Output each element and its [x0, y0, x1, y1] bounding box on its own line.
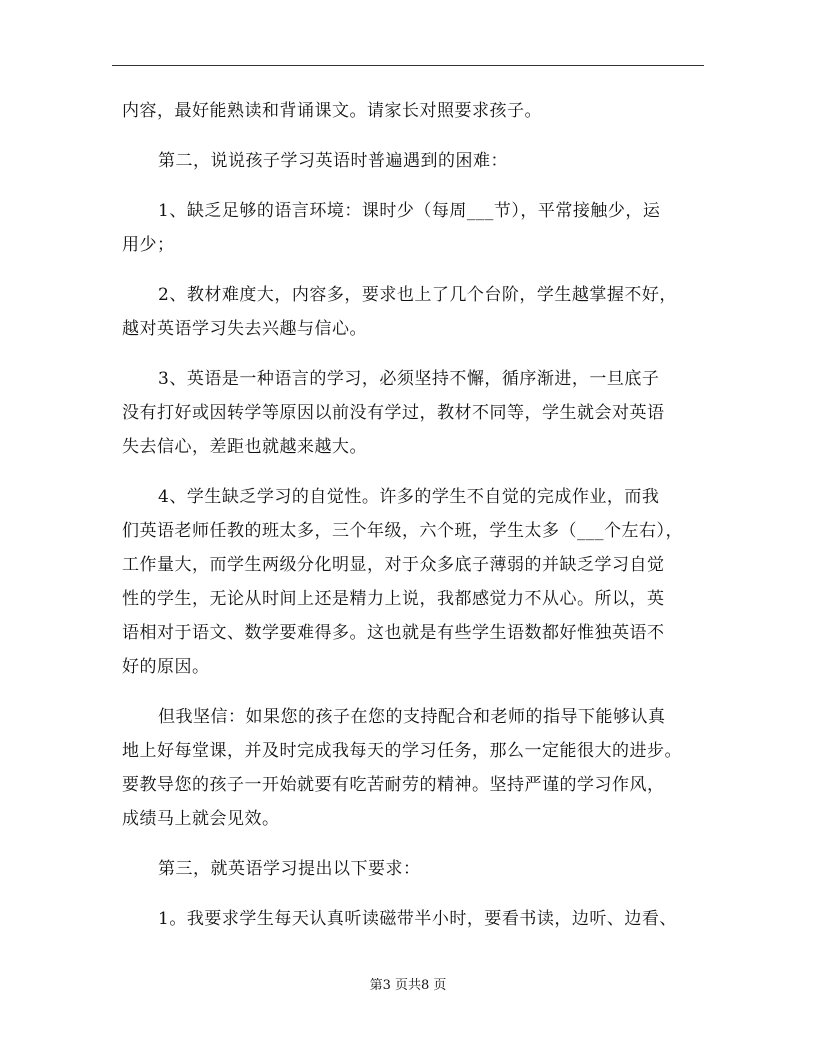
paragraph-belief: [122, 700, 722, 836]
text-line: 4、学生缺乏学习的自觉性。许多的学生不自觉的完成作业，而我: [158, 487, 660, 507]
text-line: 失去信心，差距也就越来越大。: [122, 437, 367, 457]
paragraph-item-3: [122, 362, 722, 464]
text-line: 第三，就英语学习提出以下要求：: [158, 859, 421, 879]
text-line: 要教导您的孩子一开始就要有吃苦耐劳的精神。坚持严谨的学习作风，: [122, 775, 665, 795]
text-line: 语相对于语文、数学要难得多。这也就是有些学生语数都好惟独英语不: [122, 623, 665, 643]
paragraph-section-three-heading: [122, 852, 722, 886]
document-body: [122, 94, 722, 936]
text-line: 地上好每堂课，并及时完成我每天的学习任务，那么一定能很大的进步。: [122, 741, 682, 761]
page-number-footer: 第3 页共8 页: [369, 978, 447, 993]
paragraph-item-1: [122, 194, 722, 262]
paragraph-requirement-1: [122, 902, 722, 936]
paragraph-item-2: [122, 278, 722, 346]
text-line: 没有打好或因转学等原因以前没有学过，教材不同等，学生就会对英语: [122, 403, 665, 423]
text-line: 成绩马上就会见效。: [122, 809, 280, 829]
text-line: 1、缺乏足够的语言环境：课时少（每周___节），平常接触少，运: [158, 201, 661, 221]
text-line: 第二，说说孩子学习英语时普遍遇到的困难：: [158, 151, 508, 171]
text-line: 内容，最好能熟读和背诵课文。请家长对照要求孩子。: [122, 101, 542, 121]
text-line: 3、英语是一种语言的学习，必须坚持不懈，循序渐进，一旦底子: [158, 369, 660, 389]
text-line: 2、教材难度大，内容多，要求也上了几个台阶，学生越掌握不好，: [158, 285, 677, 305]
text-line: 性的学生，无论从时间上还是精力上说，我都感觉力不从心。所以，英: [122, 589, 665, 609]
header-rule: [112, 65, 704, 66]
paragraph-item-4: [122, 480, 722, 684]
paragraph-section-two-heading: [122, 144, 722, 178]
paragraph-continuation: [122, 94, 722, 128]
text-line: 越对英语学习失去兴趣与信心。: [122, 319, 367, 339]
text-line: 好的原因。: [122, 657, 210, 677]
text-line: 用少；: [122, 235, 175, 255]
text-line: 们英语老师任教的班太多，三个年级，六个班，学生太多（___个左右），: [122, 521, 683, 541]
text-line: 工作量大，而学生两级分化明显，对于众多底子薄弱的并缺乏学习自觉: [122, 555, 665, 575]
text-line: 但我坚信：如果您的孩子在您的支持配合和老师的指导下能够认真: [158, 707, 666, 727]
text-line: 1。我要求学生每天认真听读磁带半小时，要看书读，边听、边看、: [158, 909, 677, 929]
